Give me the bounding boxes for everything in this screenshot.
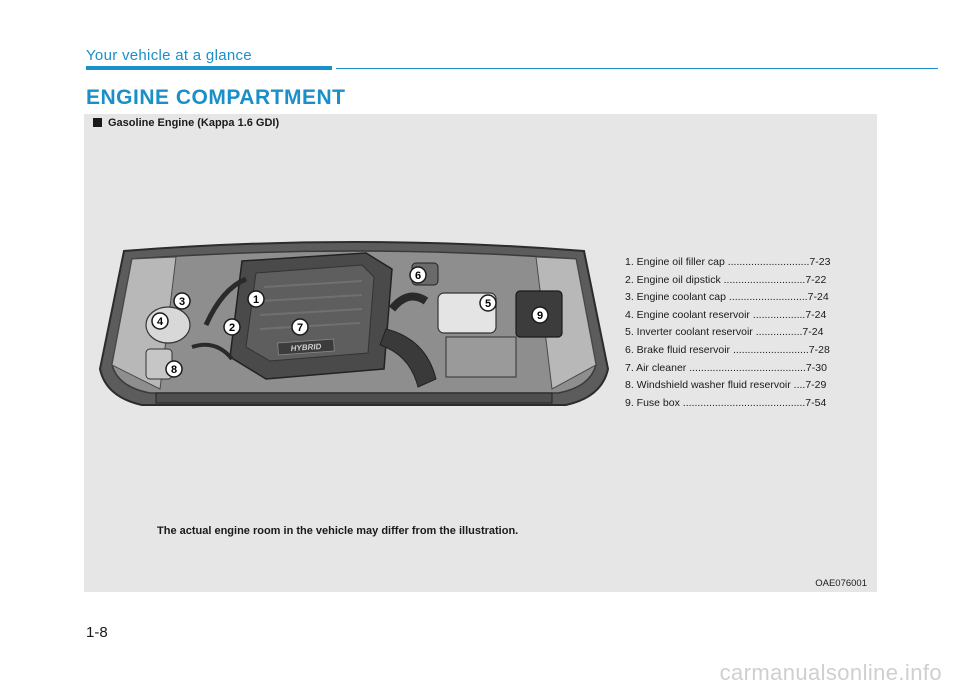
square-bullet-icon [93,118,102,127]
panel-heading [93,117,279,129]
callout-1 [248,291,264,307]
list-item: 5. Inverter coolant reservoir ................7-24 [625,326,824,339]
list-item: 4. Engine coolant reservoir ..................7-24 [625,308,827,321]
list-item: 8. Windshield washer fluid reservoir ....7-29 [625,379,827,392]
callout-7 [292,319,308,335]
list-item: 2. Engine oil dipstick ............................7-22 [625,273,827,286]
callout-4 [152,313,168,329]
list-item: 7. Air cleaner ........................................7-30 [625,361,827,374]
callout-label: 8 [170,364,178,376]
list-item: 6. Brake fluid reservoir ..........................7-28 [625,343,830,356]
hybrid-badge-text: HYBRID [290,341,322,354]
list-item: 3. Engine coolant cap ...........................7-24 [625,291,829,304]
callout-label: 1 [252,294,260,306]
figure-code: OAE076001 [815,578,867,589]
callout-label: 7 [296,322,304,334]
illustration-note: The actual engine room in the vehicle may differ from the illustration. [157,525,519,537]
callout-label: 9 [536,310,544,322]
callout-label: 6 [414,270,422,282]
figure-panel [84,114,877,592]
callout-9 [532,307,548,323]
callout-3 [174,293,190,309]
parts-list [625,254,868,412]
page-number: 1-8 [86,624,108,641]
header-rule-thin [336,68,938,69]
panel-heading-text: Gasoline Engine (Kappa 1.6 GDI) [108,117,280,129]
page-heading: ENGINE COMPARTMENT [86,86,346,109]
header-rule-thick [86,66,332,70]
callout-2 [224,319,240,335]
callout-6 [410,267,426,283]
engine-illustration [96,229,612,424]
callout-label: 5 [484,298,492,310]
callout-8 [166,361,182,377]
list-item: 1. Engine oil filler cap ............................7-23 [625,256,831,268]
section-title: Your vehicle at a glance [86,47,252,64]
callout-label: 4 [156,316,164,328]
list-item: 9. Fuse box ..........................................7-54 [625,396,827,409]
callout-label: 3 [178,296,186,308]
callout-5 [480,295,496,311]
watermark: carmanualsonline.info [719,660,942,685]
callout-label: 2 [228,322,236,334]
